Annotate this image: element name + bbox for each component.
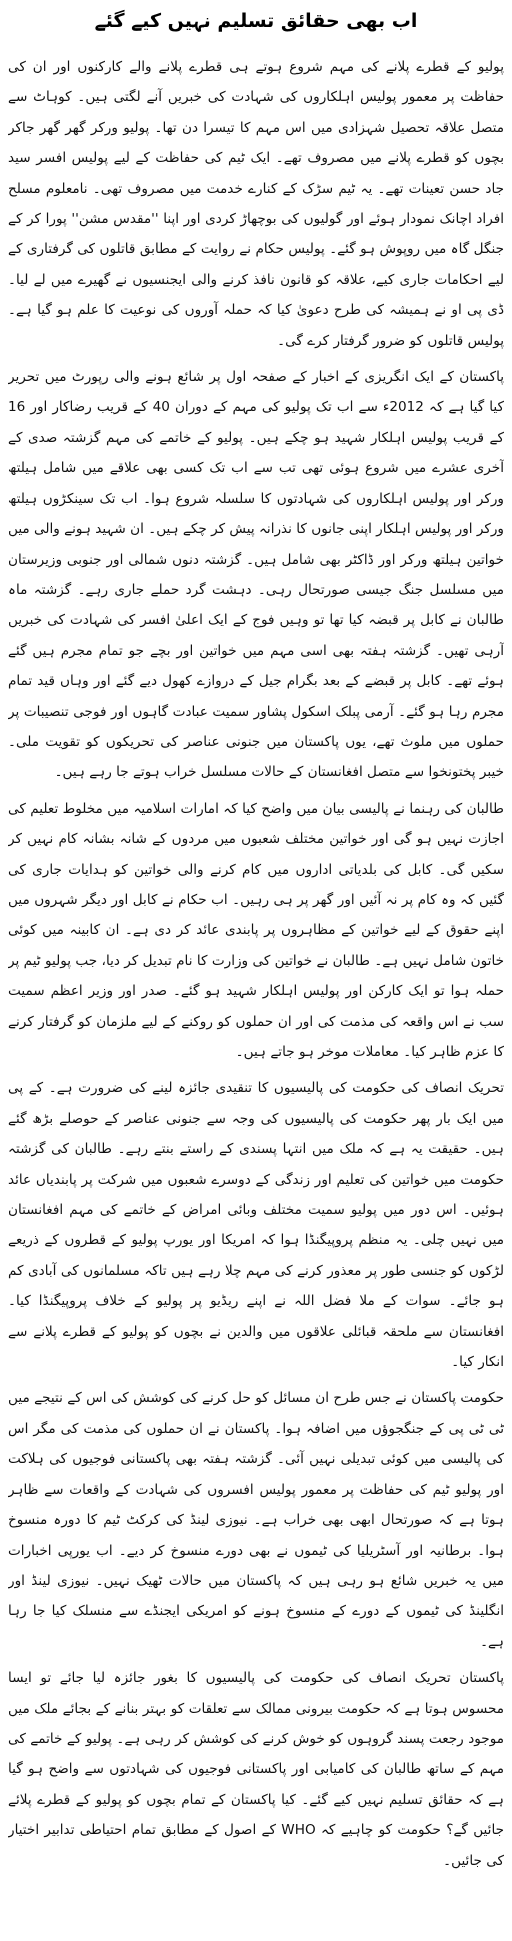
article-paragraph: حکومت پاکستان نے جس طرح ان مسائل کو حل کرنے کی کوشش کی اس کے نتیجے میں ٹی ٹی پی کے جنگجوؤں میں اضافہ ہوا۔ پاکستان نے ان حملوں کی مذمت کی مگر اس کی پالیسی میں کوئی تبدیلی نہیں آئی۔ گزشتہ ہفتہ بھی پاکستانی فوجیوں کی ہلاکت اور پولیو ٹیم کی حفاظت پر معمور پولیس افسروں کی شہادت کے واقعات سے ظاہر ہوتا ہے کہ صورتحال ابھی بھی خراب ہے۔ نیوزی لینڈ کی کرکٹ ٹیم کا دورہ منسوخ ہوا۔ برطانیہ اور آسٹریلیا کی ٹیموں نے بھی دورے منسوخ کر دیے۔ اب یورپی اخبارات میں یہ خبریں شائع ہو رہی ہیں کہ پاکستان میں حالات ٹھیک نہیں۔ نیوزی لینڈ اور انگلینڈ کی ٹیموں کے دورے کے منسوخ ہونے کو امریکی ایجنڈے سے منسلک کیا جا رہا ہے۔ — [8, 1390, 504, 1650]
article-paragraph: پولیو کے قطرے پلانے کی مہم شروع ہوتے ہی قطرے پلانے والے کارکنوں اور ان کی حفاظت پر معمور پولیس اہلکاروں کی شہادت کی خبریں آنے لگتی ہیں۔ کوہاٹ سے متصل علاقہ تحصیل شہزادی میں اس مہم کا تیسرا دن تھا۔ پولیو ورکر گھر گھر جاکر بچوں کو قطرے پلانے میں مصروف تھے۔ ایک ٹیم کی حفاظت کے لیے پولیس افسر سید جاد حسن تعینات تھے۔ یہ ٹیم سڑک کے کنارے خدمت میں مصروف تھی۔ نامعلوم مسلح افراد اچانک نمودار ہوئے اور گولیوں کی بوچھاڑ کردی اور اپنا ''مقدس مشن'' پورا کر کے جنگل گاہ میں روپوش ہو گئے۔ پولیس حکام نے روایت کے مطابق قاتلوں کی گرفتاری کے لیے احکامات جاری کیے، علاقہ کو قانون نافذ کرنے والی ایجنسیوں نے گھیرے میں لے لیا۔ ڈی پی او نے ہمیشہ کی طرح دعویٰ کیا کہ حملہ آوروں کی نوعیت کا علم ہو گیا ہے۔ پولیس قاتلوں کو ضرور گرفتار کرے گی۔ — [8, 59, 504, 349]
newspaper-column — [8, 6, 504, 1934]
article-headline: اب بھی حقائق تسلیم نہیں کیے گئے — [94, 10, 418, 32]
article-paragraph: پاکستان تحریک انصاف کی حکومت کی پالیسیوں کا بغور جائزہ لیا جائے تو ایسا محسوس ہوتا ہے کہ حکومت بیرونی ممالک سے تعلقات کو بہتر بنانے کے بجائے ملک میں موجود رجعت پسند گروہوں کو خوش کرنے کی کوشش کر رہی ہے۔ پولیو کے خاتمے کی مہم کے ساتھ طالبان کی کامیابی اور پاکستانی فوجیوں کی شہادتوں سے واضح ہو گیا ہے کہ حقائق تسلیم نہیں کیے گئے۔ کیا پاکستان کے تمام بچوں کو پولیو کے قطرے پلائے جائیں گے؟ حکومت کو چاہیے کہ WHO کے اصول کے مطابق تمام احتیاطی تدابیر اختیار کی جائیں۔ — [8, 1670, 504, 1869]
article-paragraph: تحریک انصاف کی حکومت کی پالیسیوں کا تنقیدی جائزہ لینے کی ضرورت ہے۔ کے پی میں ایک بار پھر حکومت کی پالیسیوں کی وجہ سے جنونی عناصر کے حوصلے بڑھ گئے ہیں۔ حقیقت یہ ہے کہ ملک میں انتہا پسندی کے راستے بنتے رہے۔ طالبان کی گزشتہ حکومت میں خواتین کی تعلیم اور زندگی کے دوسرے شعبوں میں شرکت پر پابندیاں عائد ہوئیں۔ اس دور میں پولیو سمیت مختلف وبائی امراض کے خاتمے کی مہم افغانستان میں نہیں چلی۔ یہ منظم پروپیگنڈا ہوا کہ امریکا اور یورپ پولیو کے قطروں کے ذریعے لڑکوں کو جنسی طور پر معذور کرنے کی مہم چلا رہے ہیں تاکہ مسلمانوں کی آبادی کم ہو جائے۔ سوات کے ملا فضل اللہ نے اپنے ریڈیو پر پولیو کے خلاف پروپیگنڈا کیا۔ افغانستان سے ملحقہ قبائلی علاقوں میں والدین نے بچوں کو پولیو کے قطرے پلانے سے انکار کیا۔ — [8, 1080, 504, 1371]
article-body — [8, 52, 504, 1876]
article-paragraph: پاکستان کے ایک انگریزی کے اخبار کے صفحہ اول پر شائع ہونے والی رپورٹ میں تحریر کیا گیا ہے کہ 2012ء سے اب تک پولیو کی مہم کے دوران 40 کے قریب رضاکار اور 16 کے قریب پولیس اہلکار شہید ہو چکے ہیں۔ پولیو کے خاتمے کی مہم گزشتہ صدی کے آخری عشرے میں شروع ہوئی تھی تب سے اب تک کسی بھی علاقے میں شامل ہیلتھ ورکر اور پولیس اہلکاروں کی شہادتوں کا سلسلہ شروع ہوا۔ اب تک سینکڑوں ہیلتھ ورکر اور پولیس اہلکار اپنی جانوں کا نذرانہ پیش کر چکے ہیں۔ ان شہید ہونے والی میں خواتین ہیلتھ ورکر اور ڈاکٹر بھی شامل ہیں۔ گزشتہ دنوں شمالی اور جنوبی وزیرستان میں مسلسل جنگ جیسی صورتحال رہی۔ دہشت گرد حملے جاری رہے۔ گزشتہ ماہ طالبان نے کابل پر قبضہ کیا تھا تو وہیں فوج کے ایک اعلیٰ افسر کی شہادت کی خبریں آرہی تھیں۔ گزشتہ ہفتہ بھی اسی مہم میں خواتین اور بچے جو تمام مجرم ہیں گئے ہوئے تھے۔ کابل پر قبضے کے بعد بگرام جیل کے دروازے کھول دیے گئے اور وہاں قید تمام مجرم رہا ہو گئے۔ آرمی پبلک اسکول پشاور سمیت عبادت گاہوں اور فوجی تنصیبات پر حملوں میں ملوث تھے، یوں پاکستان میں جنونی عناصر کی تحریکوں کو تقویت ملی۔ خیبر پختونخوا سے متصل افغانستان کے حالات مسلسل خراب ہوتے جا رہے ہیں۔ — [8, 369, 504, 781]
article-paragraph: طالبان کی رہنما نے پالیسی بیان میں واضح کیا کہ امارات اسلامیہ میں مخلوط تعلیم کی اجازت نہیں ہو گی اور خواتین مختلف شعبوں میں مردوں کے شانہ بشانہ کام نہیں کر سکیں گی۔ کابل کی بلدیاتی اداروں میں کام کرنے والی خواتین کو ہدایات جاری کی گئیں کہ وہ کام پر نہ آئیں اور گھر پر ہی رہیں۔ اب حکام نے کابل اور دیگر شہروں میں اپنے حقوق کے لیے خواتین کے مظاہروں پر پابندی عائد کر دی ہے۔ ان کابینہ میں کوئی خاتون شامل نہیں ہے۔ طالبان نے خواتین کی وزارت کا نام تبدیل کر دیا، جب پولیو ٹیم پر حملہ ہوا تو ایک کارکن اور پولیس اہلکار شہید ہو گئے۔ صدر اور وزیر اعظم سمیت سب نے اس واقعہ کی مذمت کی اور ان حملوں کو روکنے کے لیے ملزمان کو گرفتار کرنے کا عزم ظاہر کیا۔ معاملات موخر ہو جاتے ہیں۔ — [8, 800, 504, 1060]
